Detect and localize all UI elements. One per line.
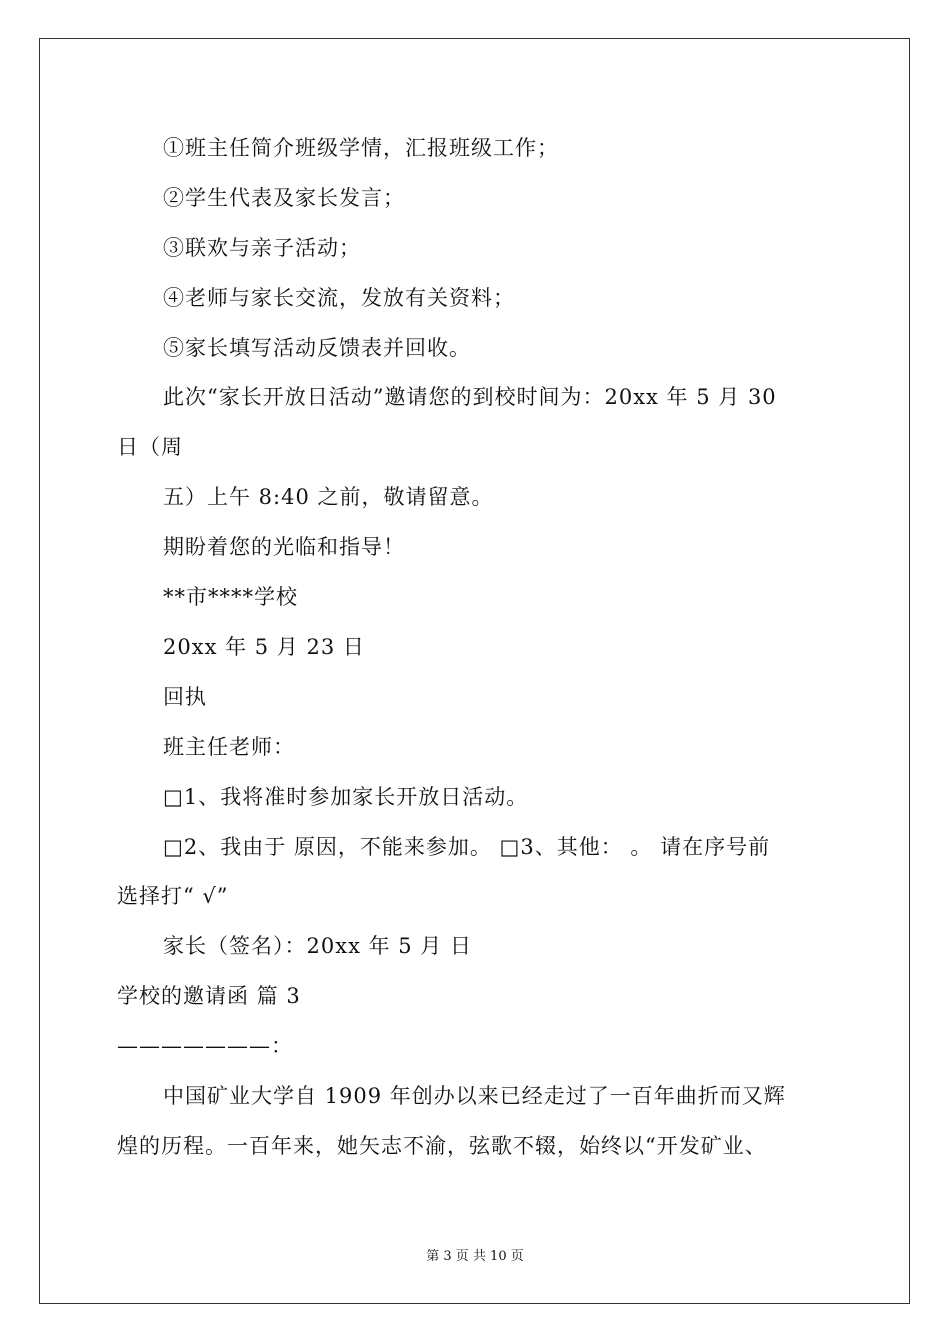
agenda-item-5: ⑤家长填写活动反馈表并回收。 bbox=[163, 336, 471, 360]
page-frame bbox=[39, 38, 910, 1304]
arrival-time-line: 此次“家长开放日活动”邀请您的到校时间为：20xx 年 5 月 30 bbox=[163, 385, 777, 409]
closing-remark: 期盼着您的光临和指导！ bbox=[163, 535, 405, 559]
receipt-option-2-3: □2、我由于 原因，不能来参加。 □3、其他： 。 请在序号前 bbox=[163, 835, 771, 859]
school-signature: **市****学校 bbox=[163, 585, 298, 609]
agenda-item-1: ①班主任简介班级学情，汇报班级工作； bbox=[163, 136, 559, 160]
body-paragraph-line-2: 煌的历程。一百年来，她矢志不渝，弦歌不辍，始终以“开发矿业、 bbox=[117, 1134, 767, 1158]
agenda-item-2: ②学生代表及家长发言； bbox=[163, 186, 405, 210]
receipt-instruction: 选择打“ √” bbox=[117, 884, 229, 908]
body-paragraph-line-1: 中国矿业大学自 1909 年创办以来已经走过了一百年曲折而又辉 bbox=[163, 1084, 786, 1108]
arrival-time-detail: 五）上午 8:40 之前，敬请留意。 bbox=[163, 485, 494, 509]
receipt-option-1: □1、我将准时参加家长开放日活动。 bbox=[163, 785, 529, 809]
page-footer: 第 3 页 共 10 页 bbox=[426, 1249, 524, 1264]
arrival-time-continuation: 日（周 bbox=[117, 435, 183, 459]
letter-date: 20xx 年 5 月 23 日 bbox=[163, 635, 365, 659]
receipt-salutation: 班主任老师： bbox=[163, 735, 295, 759]
receipt-heading: 回执 bbox=[163, 685, 207, 709]
agenda-item-4: ④老师与家长交流，发放有关资料； bbox=[163, 286, 515, 310]
recipient-blank: ———————： bbox=[117, 1034, 293, 1058]
agenda-item-3: ③联欢与亲子活动； bbox=[163, 236, 361, 260]
parent-signature-line: 家长（签名）：20xx 年 5 月 日 bbox=[163, 934, 472, 958]
section-title: 学校的邀请函 篇 3 bbox=[117, 984, 301, 1008]
